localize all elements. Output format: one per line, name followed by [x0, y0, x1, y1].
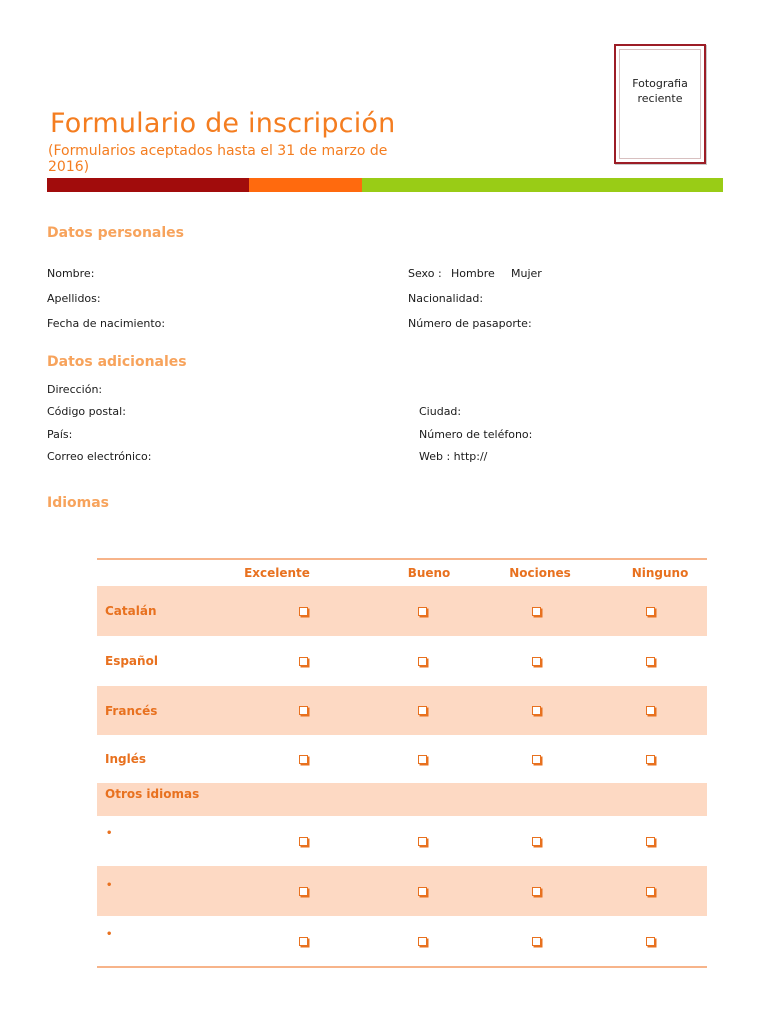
checkbox-otro3-bueno[interactable] — [412, 916, 432, 966]
photo-label-line1: Fotografia — [632, 77, 688, 90]
other-language-bullet-2[interactable]: • — [106, 880, 113, 891]
checkbox-otro1-nociones[interactable] — [526, 816, 546, 866]
languages-table — [97, 558, 707, 968]
checkbox-ingles-excelente[interactable] — [293, 735, 313, 783]
photo-label — [616, 76, 704, 106]
photo-placeholder — [614, 44, 706, 164]
table-row-otro-3 — [97, 916, 707, 966]
table-row-otro-2 — [97, 866, 707, 916]
section-heading-personal: Datos personales — [47, 225, 184, 241]
field-web[interactable]: Web : http:// — [419, 450, 488, 463]
language-name-ingles: Inglés — [105, 752, 146, 766]
field-nombre[interactable]: Nombre: — [47, 267, 95, 280]
color-bar-orange — [249, 178, 362, 192]
table-row-espanol — [97, 636, 707, 686]
checkbox-catalan-excelente[interactable] — [293, 586, 313, 636]
field-direccion[interactable]: Dirección: — [47, 383, 103, 396]
checkbox-ingles-bueno[interactable] — [412, 735, 432, 783]
field-apellidos[interactable]: Apellidos: — [47, 292, 101, 305]
table-row-frances — [97, 686, 707, 735]
field-codigo-postal[interactable]: Código postal: — [47, 405, 126, 418]
checkbox-frances-ninguno[interactable] — [640, 686, 660, 735]
color-bar-red — [47, 178, 249, 192]
language-name-espanol: Español — [105, 654, 158, 668]
checkbox-frances-bueno[interactable] — [412, 686, 432, 735]
checkbox-ingles-nociones[interactable] — [526, 735, 546, 783]
language-name-catalan: Catalán — [105, 604, 157, 618]
checkbox-ingles-ninguno[interactable] — [640, 735, 660, 783]
table-row-otros-heading — [97, 783, 707, 816]
column-header-bueno: Bueno — [407, 566, 451, 580]
other-languages-heading: Otros idiomas — [105, 787, 200, 801]
column-header-nociones: Nociones — [509, 566, 571, 580]
photo-label-line2: reciente — [637, 92, 683, 105]
field-sexo-label: Sexo : — [408, 267, 442, 280]
column-header-ninguno: Ninguno — [631, 566, 689, 580]
field-correo[interactable]: Correo electrónico: — [47, 450, 152, 463]
language-name-frances: Francés — [105, 703, 158, 718]
checkbox-espanol-excelente[interactable] — [293, 636, 313, 686]
checkbox-catalan-ninguno[interactable] — [640, 586, 660, 636]
option-mujer[interactable]: Mujer — [511, 267, 542, 280]
checkbox-otro3-ninguno[interactable] — [640, 916, 660, 966]
table-row-otro-1 — [97, 816, 707, 866]
table-header-row — [97, 560, 707, 586]
table-row-ingles — [97, 735, 707, 783]
section-heading-languages: Idiomas — [47, 495, 110, 511]
checkbox-espanol-nociones[interactable] — [526, 636, 546, 686]
field-ciudad[interactable]: Ciudad: — [419, 405, 462, 418]
checkbox-otro2-excelente[interactable] — [293, 866, 313, 916]
checkbox-frances-excelente[interactable] — [293, 686, 313, 735]
checkbox-espanol-ninguno[interactable] — [640, 636, 660, 686]
option-hombre[interactable]: Hombre — [451, 267, 495, 280]
other-language-bullet-1[interactable]: • — [106, 828, 113, 839]
page-title: Formulario de inscripción — [50, 108, 396, 139]
page-subtitle: (Formularios aceptados hasta el 31 de marzo de 2016) — [48, 143, 388, 175]
other-language-bullet-3[interactable]: • — [106, 929, 113, 940]
checkbox-otro2-nociones[interactable] — [526, 866, 546, 916]
checkbox-otro1-bueno[interactable] — [412, 816, 432, 866]
checkbox-espanol-bueno[interactable] — [412, 636, 432, 686]
color-bar-green — [362, 178, 723, 192]
field-fecha-nacimiento[interactable]: Fecha de nacimiento: — [47, 317, 166, 330]
checkbox-otro1-ninguno[interactable] — [640, 816, 660, 866]
table-bottom-rule — [97, 966, 707, 968]
checkbox-catalan-bueno[interactable] — [412, 586, 432, 636]
column-header-excelente: Excelente — [244, 566, 310, 580]
section-heading-additional: Datos adicionales — [47, 354, 187, 370]
checkbox-otro2-bueno[interactable] — [412, 866, 432, 916]
checkbox-otro1-excelente[interactable] — [293, 816, 313, 866]
field-nacionalidad[interactable]: Nacionalidad: — [408, 292, 484, 305]
checkbox-otro3-nociones[interactable] — [526, 916, 546, 966]
checkbox-otro2-ninguno[interactable] — [640, 866, 660, 916]
checkbox-catalan-nociones[interactable] — [526, 586, 546, 636]
field-pasaporte[interactable]: Número de pasaporte: — [408, 317, 532, 330]
checkbox-otro3-excelente[interactable] — [293, 916, 313, 966]
field-pais[interactable]: País: — [47, 428, 73, 441]
field-telefono[interactable]: Número de teléfono: — [419, 428, 533, 441]
table-row-catalan — [97, 586, 707, 636]
checkbox-frances-nociones[interactable] — [526, 686, 546, 735]
